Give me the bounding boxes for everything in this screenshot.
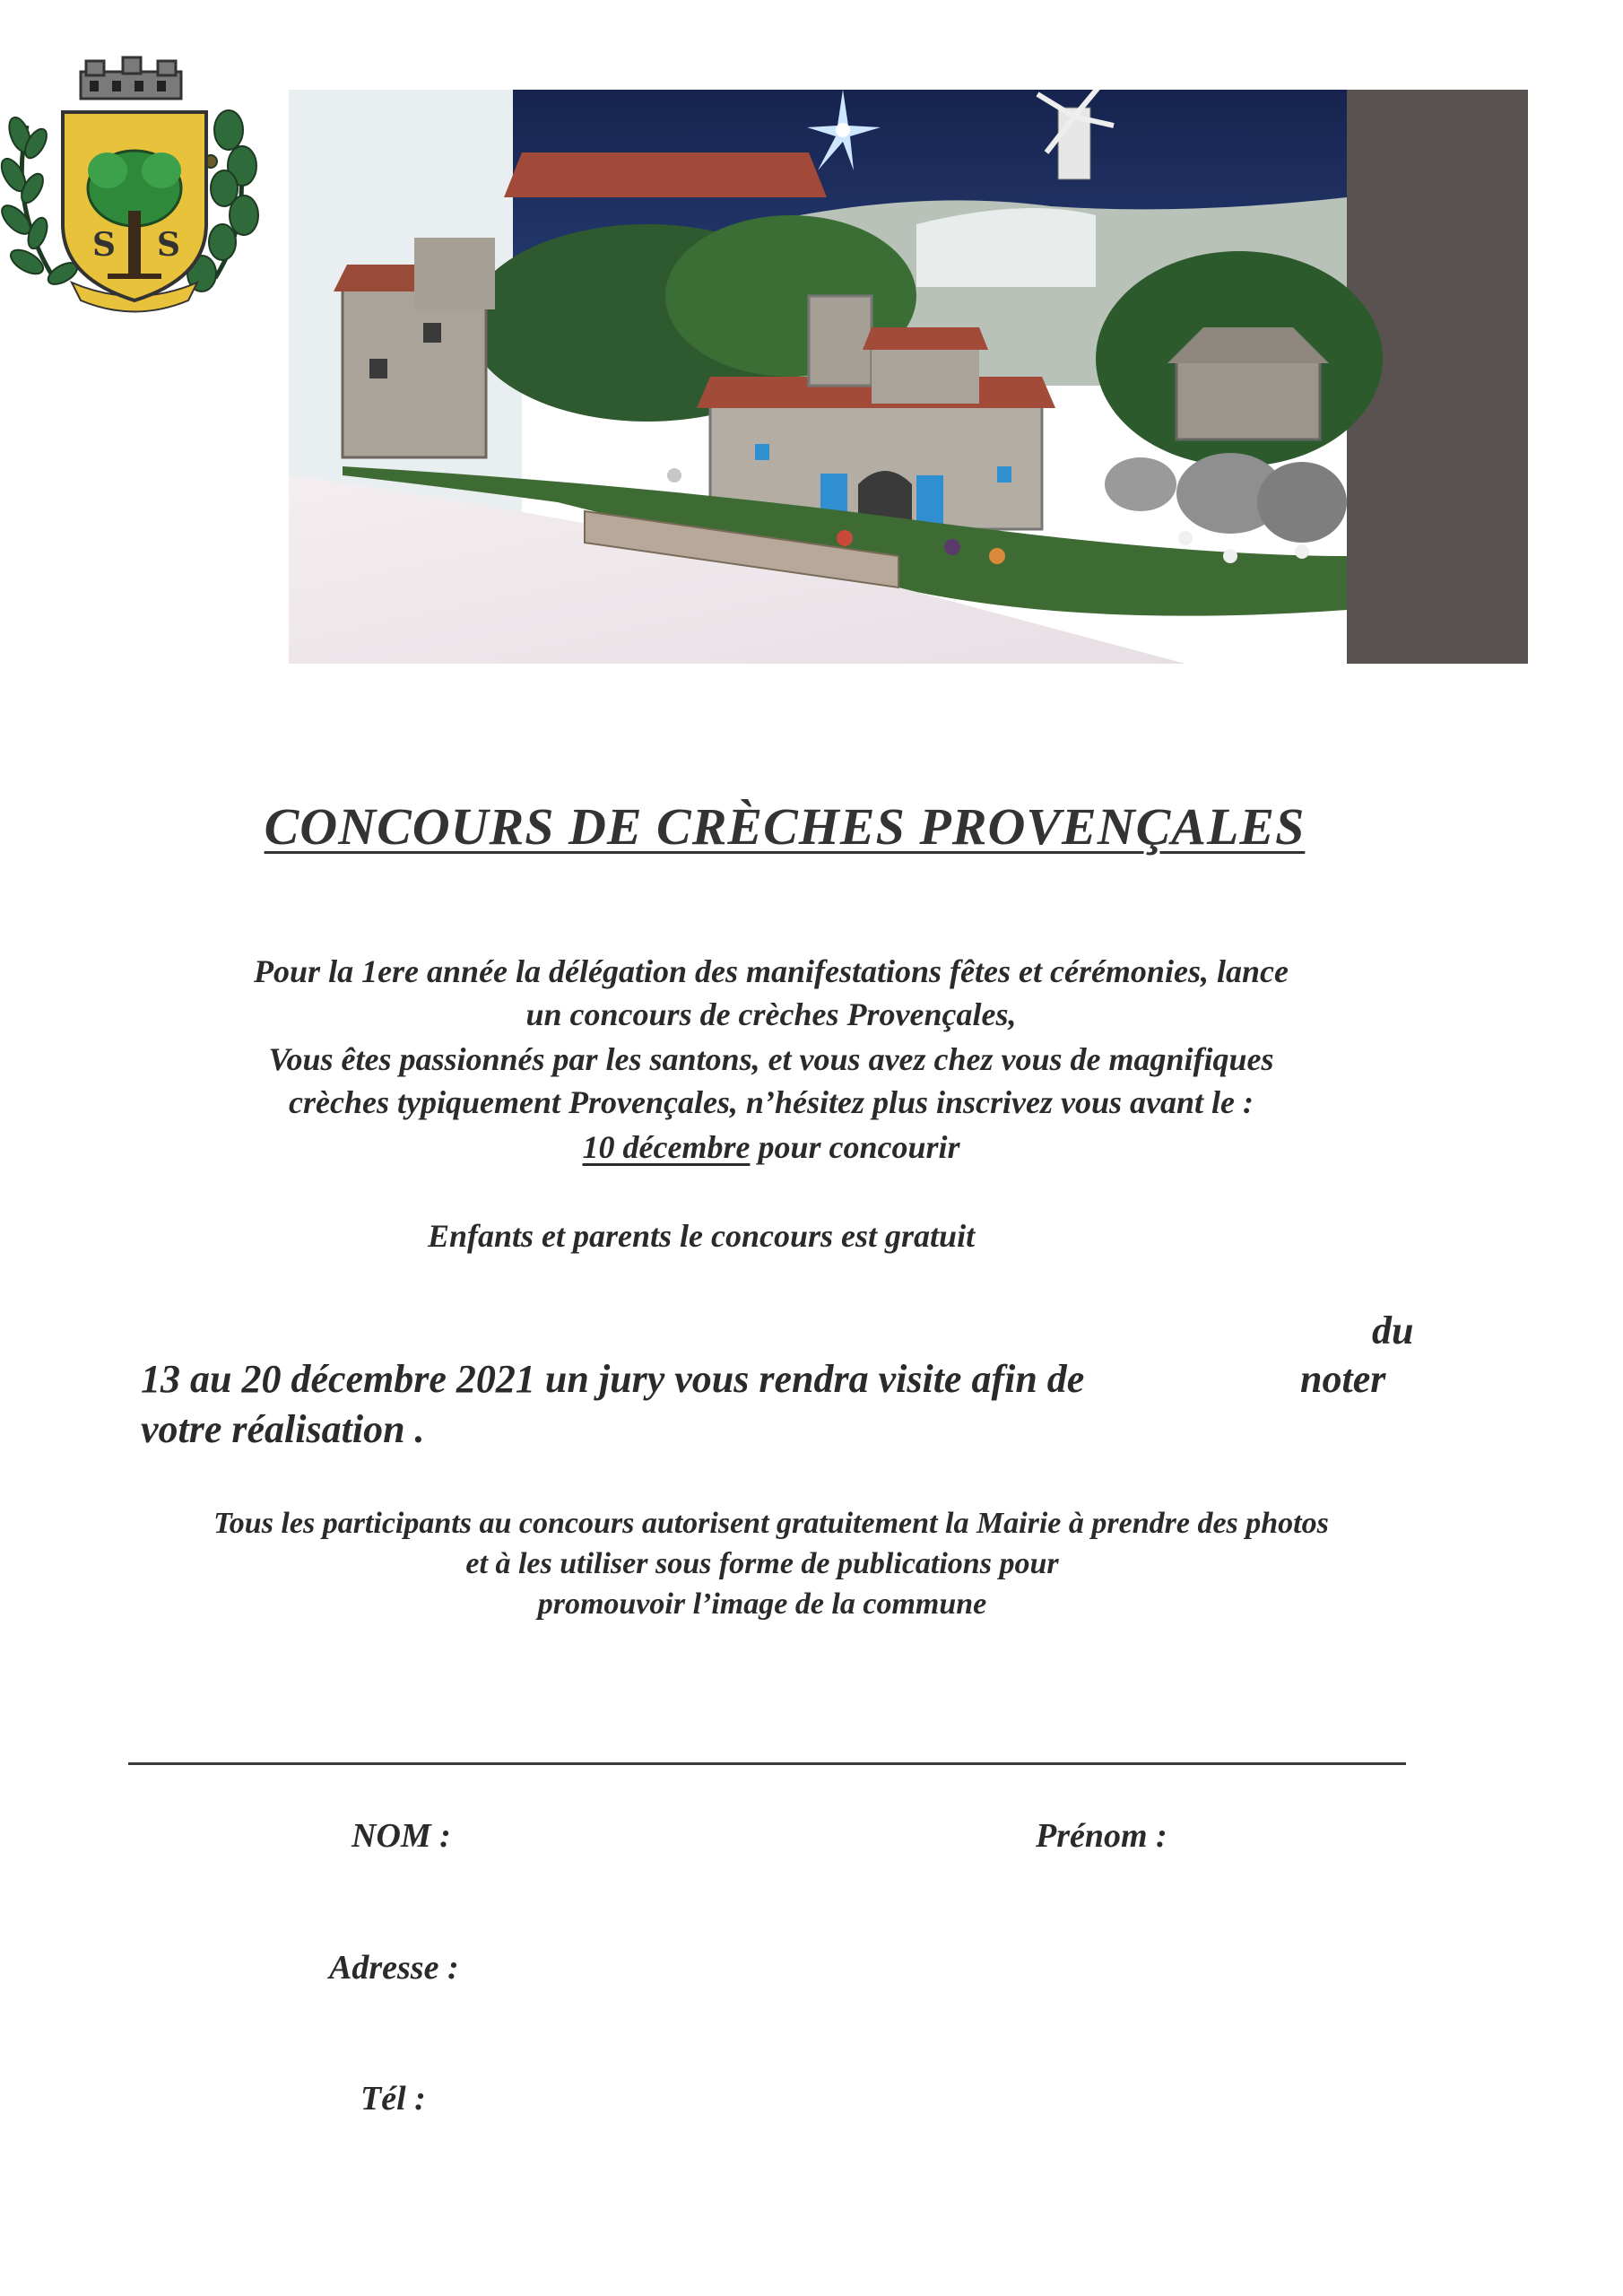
form-separator bbox=[128, 1762, 1406, 1765]
jury-word-noter: noter bbox=[1300, 1357, 1386, 1401]
jury-word-du: du bbox=[1372, 1309, 1414, 1352]
prenom-label: Prénom : bbox=[1036, 1817, 1167, 1855]
tel-label: Tél : bbox=[360, 2080, 426, 2118]
crest-initial-right: S bbox=[157, 226, 180, 264]
jury-line-1: 13 au 20 décembre 2021 un jury vous rendra visite afin de bbox=[141, 1357, 1085, 1401]
adresse-label: Adresse : bbox=[329, 1949, 459, 1987]
jury-line-2: votre réalisation . bbox=[141, 1407, 425, 1451]
intro-line-4: crèches typiquement Provençales, n’hésitez plus inscrivez vous avant le : bbox=[289, 1084, 1254, 1120]
crest-initial-left: S bbox=[92, 226, 116, 264]
coat-of-arms-logo bbox=[0, 54, 269, 332]
deadline-suffix: pour concourir bbox=[750, 1129, 960, 1165]
intro-deadline-line bbox=[0, 1128, 1542, 1166]
consent-line-1: Tous les participants au concours autorisent gratuitement la Mairie à prendre des photos bbox=[213, 1507, 1329, 1540]
intro-line-3: Vous êtes passionnés par les santons, et vous avez chez vous de magnifiques bbox=[268, 1041, 1274, 1077]
free-note: Enfants et parents le concours est gratuit bbox=[428, 1218, 976, 1254]
deadline-date: 10 décembre bbox=[582, 1129, 751, 1165]
consent-line-3: promouvoir l’image de la commune bbox=[537, 1587, 987, 1621]
intro-line-1: Pour la 1ere année la délégation des manifestations fêtes et cérémonies, lance bbox=[254, 953, 1289, 989]
crown-icon bbox=[81, 57, 181, 99]
consent-line-2: et à les utiliser sous forme de publications pour bbox=[465, 1547, 1059, 1580]
nom-label: NOM : bbox=[352, 1817, 451, 1855]
creche-photo bbox=[289, 90, 1528, 664]
page-title: CONCOURS DE CRÈCHES PROVENÇALES bbox=[264, 797, 1306, 856]
intro-line-2: un concours de crèches Provençales, bbox=[525, 996, 1017, 1032]
